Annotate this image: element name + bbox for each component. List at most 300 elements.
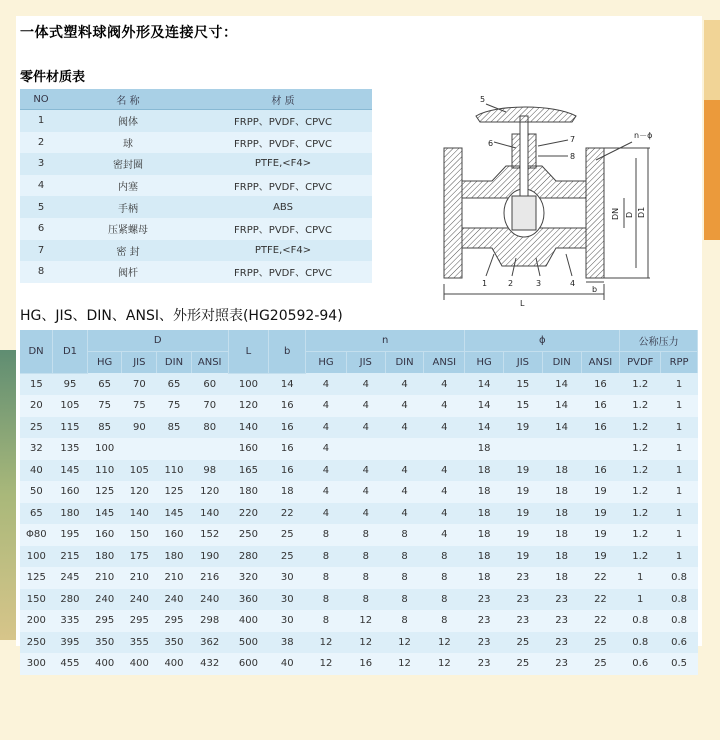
dims-cell: 160: [228, 438, 269, 460]
parts-no: 5: [20, 196, 62, 218]
dims-cell: [122, 438, 157, 460]
dims-cell: 19: [581, 481, 620, 503]
dims-cell: 1: [661, 481, 698, 503]
dims-row: [20, 503, 698, 525]
dims-cell: 120: [191, 481, 228, 503]
header-n-jis: JIS: [346, 352, 385, 374]
dims-cell: [542, 438, 581, 460]
dims-cell: 216: [191, 567, 228, 589]
dims-cell: 240: [87, 589, 122, 611]
dims-cell: [157, 438, 192, 460]
dims-cell: 180: [228, 481, 269, 503]
dims-cell: 8: [385, 589, 424, 611]
dims-cell: 195: [53, 524, 88, 546]
dims-cell: 22: [581, 567, 620, 589]
dims-cell: 18: [269, 481, 306, 503]
dims-cell: 65: [20, 503, 53, 525]
dims-cell: 1: [620, 589, 661, 611]
parts-material: FRPP、PVDF、CPVC: [194, 218, 372, 240]
label-L: L: [520, 299, 525, 308]
dims-cell: 180: [87, 546, 122, 568]
label-D1: D1: [637, 206, 646, 218]
parts-name: 阀杆: [62, 261, 194, 283]
dims-row: [20, 395, 698, 417]
dims-cell: 15: [20, 373, 53, 395]
parts-name: 密封圈: [62, 153, 194, 175]
dims-cell: 19: [504, 503, 543, 525]
dims-cell: 150: [20, 589, 53, 611]
header-n-hg: HG: [306, 352, 347, 374]
dims-cell: 32: [20, 438, 53, 460]
dims-cell: 1: [661, 395, 698, 417]
parts-row: [20, 132, 372, 154]
dims-cell: 145: [53, 460, 88, 482]
dims-cell: 75: [122, 395, 157, 417]
dims-cell: 18: [542, 481, 581, 503]
dims-cell: 18: [542, 546, 581, 568]
dims-cell: 8: [424, 589, 465, 611]
dims-cell: 18: [465, 438, 504, 460]
dims-cell: 75: [157, 395, 192, 417]
dims-cell: [191, 438, 228, 460]
dims-cell: 22: [581, 589, 620, 611]
dims-cell: 8: [424, 610, 465, 632]
header-phi-jis: JIS: [504, 352, 543, 374]
dims-cell: 8: [346, 589, 385, 611]
dims-cell: 125: [87, 481, 122, 503]
dims-cell: 4: [346, 460, 385, 482]
dims-cell: 4: [424, 460, 465, 482]
dims-cell: 0.8: [620, 632, 661, 654]
dims-cell: 85: [87, 417, 122, 439]
dims-row: [20, 610, 698, 632]
dims-cell: 1.2: [620, 438, 661, 460]
dims-cell: 280: [53, 589, 88, 611]
parts-material: FRPP、PVDF、CPVC: [194, 110, 372, 132]
dims-cell: 8: [306, 546, 347, 568]
dims-cell: 0.8: [620, 610, 661, 632]
dims-cell: 105: [122, 460, 157, 482]
callout-2: 2: [508, 279, 514, 288]
dims-cell: 12: [385, 653, 424, 675]
parts-name: 压紧螺母: [62, 218, 194, 240]
dims-row: [20, 589, 698, 611]
dims-cell: 19: [581, 546, 620, 568]
right-accent-strip-top: [704, 20, 720, 100]
parts-no: 4: [20, 175, 62, 197]
parts-header-material: 材 质: [194, 89, 372, 110]
parts-row: [20, 175, 372, 197]
dims-cell: 200: [20, 610, 53, 632]
callout-6: 6: [488, 139, 494, 148]
dims-cell: 23: [504, 567, 543, 589]
dims-cell: 150: [122, 524, 157, 546]
dims-cell: 12: [424, 653, 465, 675]
dims-cell: 4: [385, 503, 424, 525]
parts-name: 密 封: [62, 240, 194, 262]
dims-cell: 160: [87, 524, 122, 546]
dims-cell: 12: [346, 610, 385, 632]
parts-material: FRPP、PVDF、CPVC: [194, 132, 372, 154]
parts-name: 手柄: [62, 196, 194, 218]
dims-cell: 85: [157, 417, 192, 439]
dims-row: [20, 524, 698, 546]
dims-row: [20, 460, 698, 482]
dims-cell: 400: [87, 653, 122, 675]
dimensions-table: [20, 330, 698, 675]
dims-cell: 395: [53, 632, 88, 654]
document-sheet: [16, 16, 702, 670]
dims-cell: 140: [191, 503, 228, 525]
dims-cell: 1: [661, 417, 698, 439]
parts-name: 阀体: [62, 110, 194, 132]
dims-cell: 210: [157, 567, 192, 589]
dims-cell: 210: [87, 567, 122, 589]
parts-no: 2: [20, 132, 62, 154]
dims-cell: 75: [87, 395, 122, 417]
dims-cell: 14: [465, 417, 504, 439]
dims-cell: 25: [581, 653, 620, 675]
callout-1: 1: [482, 279, 488, 288]
dims-cell: 18: [542, 503, 581, 525]
parts-material-table: [20, 89, 372, 283]
parts-no: 7: [20, 240, 62, 262]
page-title: 一体式塑料球阀外形及连接尺寸：: [20, 25, 238, 41]
dims-cell: 4: [424, 503, 465, 525]
dims-row: [20, 438, 698, 460]
dims-cell: 16: [269, 438, 306, 460]
dims-cell: 4: [385, 395, 424, 417]
callout-4: 4: [570, 279, 576, 288]
dims-cell: 18: [465, 460, 504, 482]
dims-cell: 19: [581, 524, 620, 546]
dims-cell: 14: [465, 395, 504, 417]
dims-cell: 23: [542, 653, 581, 675]
dims-cell: 105: [53, 395, 88, 417]
dims-cell: 1.2: [620, 460, 661, 482]
parts-header-name: 名 称: [62, 89, 194, 110]
dims-cell: 19: [504, 460, 543, 482]
dims-cell: 140: [122, 503, 157, 525]
header-d1: D1: [53, 330, 88, 373]
dims-cell: 1.2: [620, 395, 661, 417]
dims-cell: [424, 438, 465, 460]
dims-cell: 100: [87, 438, 122, 460]
header-phi: ϕ: [465, 330, 620, 352]
dims-cell: 245: [53, 567, 88, 589]
dims-cell: 30: [269, 610, 306, 632]
dims-cell: 8: [306, 567, 347, 589]
dims-cell: 220: [228, 503, 269, 525]
parts-no: 1: [20, 110, 62, 132]
dims-cell: 8: [385, 524, 424, 546]
dims-cell: 4: [385, 417, 424, 439]
header-pressure: 公称压力: [620, 330, 698, 352]
dims-cell: 0.6: [661, 632, 698, 654]
header-n-ansi: ANSI: [424, 352, 465, 374]
dims-cell: 300: [20, 653, 53, 675]
dims-cell: 432: [191, 653, 228, 675]
header-l: L: [228, 330, 269, 373]
dims-cell: 1.2: [620, 481, 661, 503]
dims-cell: 215: [53, 546, 88, 568]
dims-cell: 23: [542, 589, 581, 611]
parts-header-no: NO: [20, 89, 62, 110]
dims-cell: 19: [504, 546, 543, 568]
dims-cell: 190: [191, 546, 228, 568]
dims-row: [20, 481, 698, 503]
dims-cell: 1: [661, 546, 698, 568]
dims-cell: 110: [157, 460, 192, 482]
callout-3: 3: [536, 279, 542, 288]
dims-cell: 40: [269, 653, 306, 675]
dims-cell: 12: [306, 632, 347, 654]
dims-cell: 18: [465, 546, 504, 568]
parts-table-title: 零件材质表: [20, 70, 86, 85]
dims-cell: 1.2: [620, 546, 661, 568]
dims-cell: 18: [542, 524, 581, 546]
dims-cell: 95: [53, 373, 88, 395]
dims-cell: 1: [661, 460, 698, 482]
header-b: b: [269, 330, 306, 373]
dims-cell: 25: [269, 524, 306, 546]
label-D: D: [625, 211, 634, 218]
dims-cell: 1: [661, 524, 698, 546]
dims-cell: 4: [346, 417, 385, 439]
parts-material: ABS: [194, 196, 372, 218]
parts-row: [20, 240, 372, 262]
header-d-ansi: ANSI: [191, 352, 228, 374]
callout-7: 7: [570, 135, 576, 144]
dims-cell: 14: [269, 373, 306, 395]
dims-cell: 295: [157, 610, 192, 632]
dims-cell: 4: [385, 481, 424, 503]
dims-cell: 18: [465, 503, 504, 525]
dims-cell: 250: [228, 524, 269, 546]
dims-cell: 14: [542, 417, 581, 439]
dims-cell: 25: [504, 653, 543, 675]
dims-cell: 8: [306, 610, 347, 632]
dims-cell: 40: [20, 460, 53, 482]
dims-cell: 4: [346, 503, 385, 525]
parts-row: [20, 153, 372, 175]
dims-cell: 14: [542, 373, 581, 395]
dims-cell: 16: [269, 460, 306, 482]
dims-cell: 210: [122, 567, 157, 589]
dims-cell: 0.6: [620, 653, 661, 675]
dims-row: [20, 653, 698, 675]
dims-row: [20, 417, 698, 439]
dims-cell: 25: [20, 417, 53, 439]
dims-cell: 298: [191, 610, 228, 632]
dims-cell: 400: [122, 653, 157, 675]
dims-cell: 8: [385, 610, 424, 632]
dims-cell: [346, 438, 385, 460]
dims-cell: 400: [228, 610, 269, 632]
dims-cell: 115: [53, 417, 88, 439]
dims-cell: 38: [269, 632, 306, 654]
dims-cell: 145: [87, 503, 122, 525]
parts-material: PTFE,<F4>: [194, 153, 372, 175]
dims-cell: 400: [157, 653, 192, 675]
dims-cell: 350: [87, 632, 122, 654]
dims-cell: 110: [87, 460, 122, 482]
dims-cell: 180: [157, 546, 192, 568]
dims-cell: 1: [661, 373, 698, 395]
dims-cell: 0.8: [661, 567, 698, 589]
dims-cell: 500: [228, 632, 269, 654]
parts-material: FRPP、PVDF、CPVC: [194, 175, 372, 197]
dims-cell: 0.8: [661, 610, 698, 632]
dims-cell: 355: [122, 632, 157, 654]
parts-row: [20, 261, 372, 283]
dims-cell: 8: [385, 567, 424, 589]
dims-cell: 250: [20, 632, 53, 654]
label-b: b: [592, 285, 598, 294]
dims-cell: 25: [269, 546, 306, 568]
header-n: n: [306, 330, 465, 352]
dims-cell: 455: [53, 653, 88, 675]
dims-cell: 8: [306, 524, 347, 546]
header-phi-ansi: ANSI: [581, 352, 620, 374]
dims-cell: 16: [269, 417, 306, 439]
dims-cell: 4: [346, 395, 385, 417]
dims-cell: 23: [465, 589, 504, 611]
parts-material: PTFE,<F4>: [194, 240, 372, 262]
label-n-phi: n－ϕ: [634, 131, 653, 140]
dims-cell: 50: [20, 481, 53, 503]
dims-row: [20, 567, 698, 589]
callout-8: 8: [570, 152, 576, 161]
dims-cell: 23: [465, 653, 504, 675]
dims-cell: 14: [542, 395, 581, 417]
dims-cell: 16: [581, 460, 620, 482]
header-phi-din: DIN: [542, 352, 581, 374]
dims-cell: 30: [269, 567, 306, 589]
dims-cell: 120: [228, 395, 269, 417]
dims-cell: 23: [465, 610, 504, 632]
dims-cell: 12: [346, 632, 385, 654]
header-pressure-rpp: RPP: [661, 352, 698, 374]
dims-cell: 180: [53, 503, 88, 525]
dims-cell: 15: [504, 373, 543, 395]
label-DN: DN: [611, 207, 620, 220]
dims-cell: 4: [306, 438, 347, 460]
dims-cell: 19: [504, 524, 543, 546]
header-d-hg: HG: [87, 352, 122, 374]
dims-cell: 1: [661, 503, 698, 525]
header-pressure-pvdf: PVDF: [620, 352, 661, 374]
header-dn: DN: [20, 330, 53, 373]
dims-cell: 4: [306, 481, 347, 503]
dims-cell: 4: [306, 395, 347, 417]
dims-cell: 8: [385, 546, 424, 568]
dims-cell: 4: [424, 481, 465, 503]
parts-name: 球: [62, 132, 194, 154]
dims-cell: 600: [228, 653, 269, 675]
dims-cell: 145: [157, 503, 192, 525]
dims-cell: 1.2: [620, 524, 661, 546]
dims-cell: 0.5: [661, 653, 698, 675]
dims-cell: 18: [465, 524, 504, 546]
left-accent-strip: [0, 350, 16, 640]
dims-cell: 4: [385, 460, 424, 482]
dims-cell: 140: [228, 417, 269, 439]
dims-cell: 18: [465, 567, 504, 589]
dims-cell: 23: [542, 610, 581, 632]
dims-cell: 16: [269, 395, 306, 417]
dims-cell: 4: [424, 395, 465, 417]
header-phi-hg: HG: [465, 352, 504, 374]
dims-cell: 0.8: [661, 589, 698, 611]
parts-row: [20, 110, 372, 132]
dims-cell: 8: [346, 524, 385, 546]
dims-cell: 8: [424, 546, 465, 568]
dims-cell: 280: [228, 546, 269, 568]
dims-cell: 135: [53, 438, 88, 460]
dims-cell: 240: [191, 589, 228, 611]
dims-row: [20, 546, 698, 568]
dims-cell: 4: [424, 417, 465, 439]
dims-cell: 4: [306, 460, 347, 482]
dims-cell: 65: [87, 373, 122, 395]
dims-cell: 12: [385, 632, 424, 654]
right-accent-strip-orange: [704, 100, 720, 240]
dims-cell: 1.2: [620, 417, 661, 439]
dims-cell: 23: [542, 632, 581, 654]
dims-cell: 100: [20, 546, 53, 568]
dims-cell: 4: [346, 481, 385, 503]
dimensions-table-title: HG、JIS、DIN、ANSI、外形对照表(HG20592-94): [20, 308, 343, 324]
dims-cell: 295: [122, 610, 157, 632]
dims-cell: 165: [228, 460, 269, 482]
dims-cell: 19: [581, 503, 620, 525]
dims-cell: 60: [191, 373, 228, 395]
parts-no: 3: [20, 153, 62, 175]
dims-cell: 19: [504, 481, 543, 503]
dims-cell: 1: [620, 567, 661, 589]
dims-cell: 8: [346, 567, 385, 589]
dims-cell: Φ80: [20, 524, 53, 546]
dims-cell: 125: [157, 481, 192, 503]
parts-name: 内塞: [62, 175, 194, 197]
dims-cell: 70: [122, 373, 157, 395]
parts-no: 6: [20, 218, 62, 240]
dims-cell: 15: [504, 395, 543, 417]
dims-cell: [504, 438, 543, 460]
dims-cell: 23: [504, 610, 543, 632]
dims-cell: 18: [542, 567, 581, 589]
dims-cell: 8: [424, 567, 465, 589]
dims-cell: 30: [269, 589, 306, 611]
dims-cell: 25: [581, 632, 620, 654]
dims-cell: 70: [191, 395, 228, 417]
dims-row: [20, 632, 698, 654]
dims-cell: 362: [191, 632, 228, 654]
dims-cell: 1.2: [620, 373, 661, 395]
header-d-din: DIN: [157, 352, 192, 374]
dims-cell: 16: [581, 417, 620, 439]
dims-cell: 12: [424, 632, 465, 654]
dims-cell: 240: [122, 589, 157, 611]
dims-cell: 19: [504, 417, 543, 439]
dims-cell: 90: [122, 417, 157, 439]
dims-cell: 1.2: [620, 503, 661, 525]
dims-cell: 320: [228, 567, 269, 589]
dims-cell: 335: [53, 610, 88, 632]
dims-cell: 8: [306, 589, 347, 611]
dims-row: [20, 373, 698, 395]
